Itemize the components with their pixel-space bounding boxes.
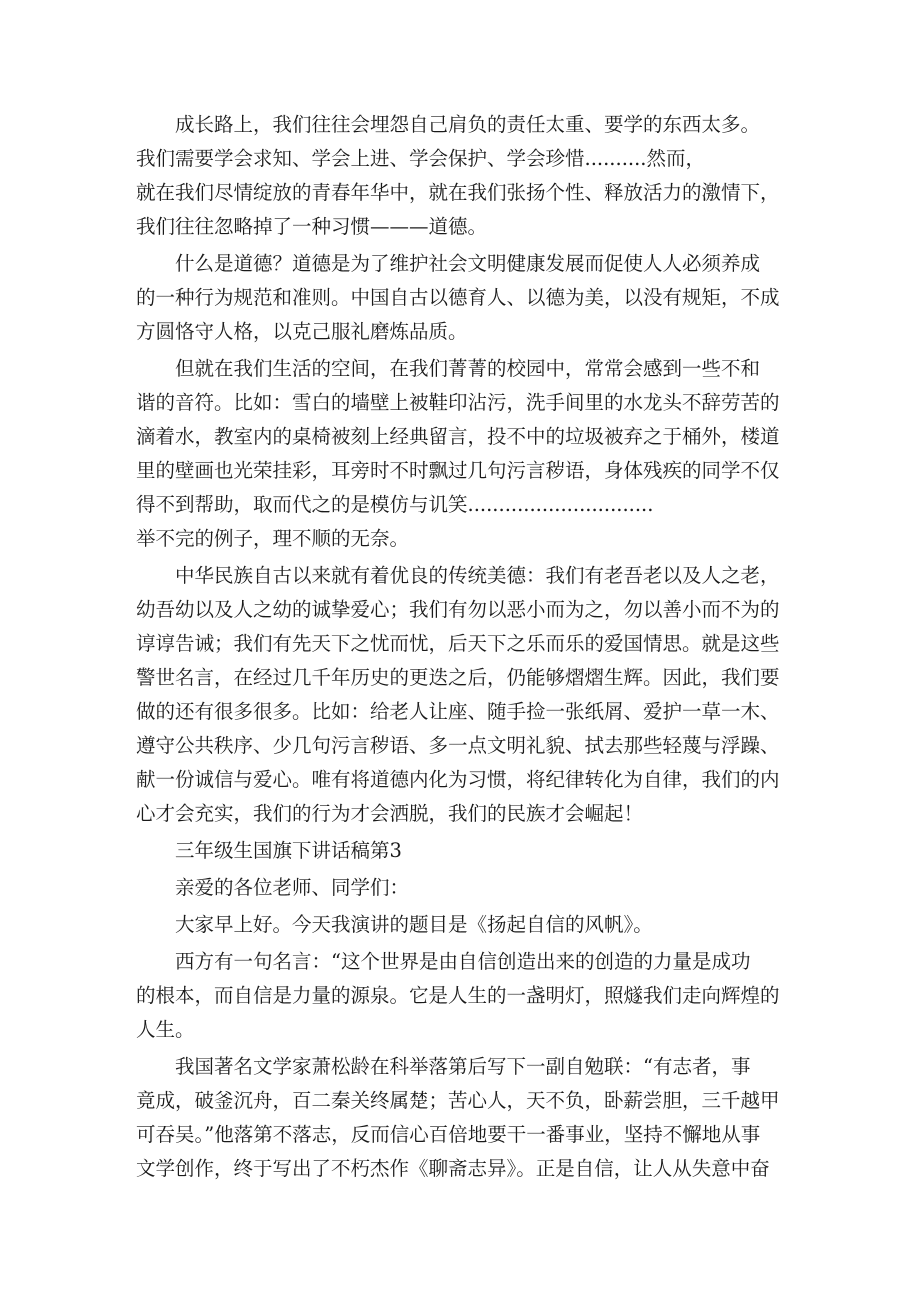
text-line: 什么是道德？道德是为了维护社会文明健康发展而促使人人必须养成 [175,252,761,275]
text-line: 献一份诚信与爱心。唯有将道德内化为习惯，将纪律转化为自律，我们的内 [136,768,780,791]
text-line: 文学创作，终于写出了不朽杰作《聊斋志异》。正是自信，让人从失意中奋 [136,1157,770,1180]
text-line: 做的还有很多很多。比如：给老人让座、随手捡一张纸屑、爱护一草一木、 [136,700,780,723]
text-line: 滴着水，教室内的桌椅被刻上经典留言，投不中的垃圾被弃之于桶外，楼道 [136,425,780,448]
greeting: 大家早上好。今天我演讲的题目是《扬起自信的风帆》。 [175,913,653,936]
text-line: 得不到帮助，取而代之的是模仿与讥笑.............................. [136,493,654,516]
text-line: 可吞吴。”他落第不落志，反而信心百倍地要干一番事业，坚持不懈地从事 [136,1123,761,1146]
text-line: 竟成，破釜沉舟，百二秦关终属楚；苦心人，天不负，卧薪尝胆，三千越甲 [136,1089,780,1112]
text-line: 方圆恪守人格，以克己服礼磨炼品质。 [136,320,468,343]
text-line: 我们往往忽略掉了一种习惯———道德。 [136,215,488,238]
text-line: 谐的音符。比如：雪白的墙壁上被鞋印沾污，洗手间里的水龙头不辞劳苦的 [136,391,780,414]
text-line: 人生。 [136,1018,195,1041]
text-line: 举不完的例子，理不顺的无奈。 [136,527,410,550]
text-line: 成长路上，我们往往会埋怨自己肩负的责任太重、要学的东西太多。 [175,113,761,136]
text-line: 幼吾幼以及人之幼的诚挚爱心；我们有勿以恶小而为之，勿以善小而不为的 [136,598,780,621]
paragraph-4 [136,559,796,831]
text-line: 警世名言，在经过几千年历史的更迭之后，仍能够熠熠生辉。因此，我们要 [136,666,780,689]
section-title: 三年级生国旗下讲话稿第3 [175,839,402,862]
text-line: 我国著名文学家萧松龄在科举落第后写下一副自勉联：“有志者，事 [175,1055,751,1078]
text-line: 里的壁画也光荣挂彩，耳旁时不时飘过几句污言秽语，身体残疾的同学不仅 [136,459,780,482]
text-line: 西方有一句名言：“这个世界是由自信创造出来的创造的力量是成功 [175,950,751,973]
paragraph-6 [136,1050,796,1186]
text-line: 中华民族自古以来就有着优良的传统美德：我们有老吾老以及人之老， [175,564,780,587]
text-line: 我们需要学会求知、学会上进、学会保护、学会珍惜..........然而， [136,147,705,170]
paragraph-1 [136,108,796,244]
text-line: 就在我们尽情绽放的青春年华中，就在我们张扬个性、释放活力的激情下， [136,181,780,204]
document-body [136,108,796,1189]
text-line: 心才会充实，我们的行为才会洒脱，我们的民族才会崛起！ [136,802,644,825]
text-line: 的一种行为规范和准则。中国自古以德育人、以德为美，以没有规矩，不成 [136,286,780,309]
paragraph-3 [136,352,796,556]
text-line: 的根本，而自信是力量的源泉。它是人生的一盏明灯，照燧我们走向辉煌的 [136,984,780,1007]
paragraph-2 [136,247,796,349]
text-line: 但就在我们生活的空间，在我们菁菁的校园中，常常会感到一些不和 [175,357,761,380]
paragraph-5 [136,945,796,1047]
text-line: 谆谆告诫；我们有先天下之忧而忧，后天下之乐而乐的爱国情思。就是这些 [136,632,780,655]
text-line: 遵守公共秩序、少几句污言秽语、多一点文明礼貌、拭去那些轻蔑与浮躁、 [136,734,780,757]
salutation: 亲爱的各位老师、同学们： [175,876,410,899]
